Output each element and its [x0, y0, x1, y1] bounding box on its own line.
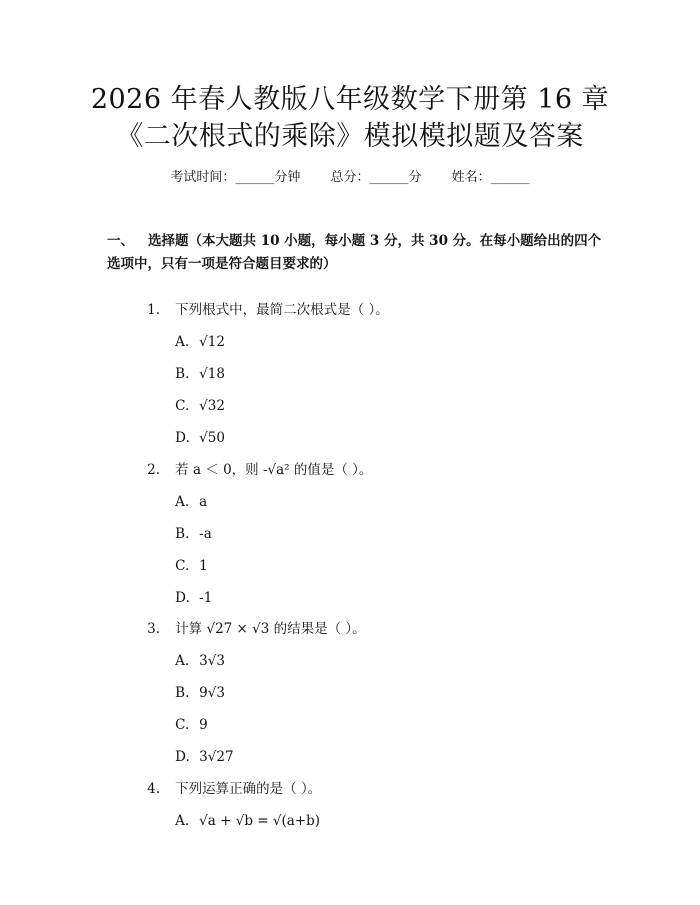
- option-text: √a + √b = √(a+b): [199, 813, 320, 829]
- option-text: 3√27: [199, 749, 234, 765]
- option-label: D.: [175, 749, 190, 765]
- option-text: 9: [199, 717, 208, 733]
- option-text: 1: [199, 558, 208, 574]
- option-text: -a: [199, 526, 212, 542]
- option-label: A.: [175, 494, 190, 510]
- option-text: √32: [199, 398, 225, 414]
- option-text: √18: [199, 366, 225, 382]
- option-label: B.: [175, 685, 190, 701]
- option-text: 9√3: [199, 685, 225, 701]
- question-text: 若 a ＜ 0，则 -√a² 的值是（ ）。: [175, 462, 373, 478]
- section-number: 一、: [107, 233, 134, 249]
- option-label: A.: [175, 813, 190, 829]
- question-text: 计算 √27 × √3 的结果是（ ）。: [175, 621, 366, 637]
- document-title-line-2: 《二次根式的乘除》模拟模拟题及答案: [116, 121, 584, 152]
- option-label: A.: [175, 653, 190, 669]
- total-score-field: 总分：______分: [330, 170, 422, 185]
- question-number: 1.: [147, 302, 161, 318]
- section-heading: [107, 230, 607, 276]
- question-number: 2.: [147, 462, 161, 478]
- option-text: √50: [199, 430, 225, 446]
- option-text: -1: [199, 590, 213, 606]
- exam-time-field: 考试时间：______分钟: [170, 170, 301, 185]
- option-text: a: [199, 494, 208, 510]
- option-4a: [158, 794, 320, 848]
- question-text: 下列根式中，最简二次根式是（ ）。: [175, 302, 389, 318]
- section-instructions: 选择题（本大题共 10 小题，每小题 3 分，共 30 分。在每小题给出的四个选项中，只有一项是符合题目要求的）: [107, 233, 602, 272]
- option-label: D.: [175, 590, 190, 606]
- option-label: C.: [175, 558, 190, 574]
- student-name-field: 姓名：______: [451, 170, 530, 185]
- option-label: C.: [175, 398, 190, 414]
- option-text: √12: [199, 334, 225, 350]
- question-number: 4.: [147, 781, 161, 797]
- option-label: B.: [175, 366, 190, 382]
- option-label: C.: [175, 717, 190, 733]
- option-text: 3√3: [199, 653, 225, 669]
- question-text: 下列运算正确的是（ ）。: [175, 781, 322, 797]
- question-number: 3.: [147, 621, 161, 637]
- option-label: D.: [175, 430, 190, 446]
- option-label: B.: [175, 526, 190, 542]
- option-label: A.: [175, 334, 190, 350]
- exam-info-row: [0, 169, 700, 187]
- document-title-line-1: 2026 年春人教版八年级数学下册第 16 章: [90, 84, 610, 115]
